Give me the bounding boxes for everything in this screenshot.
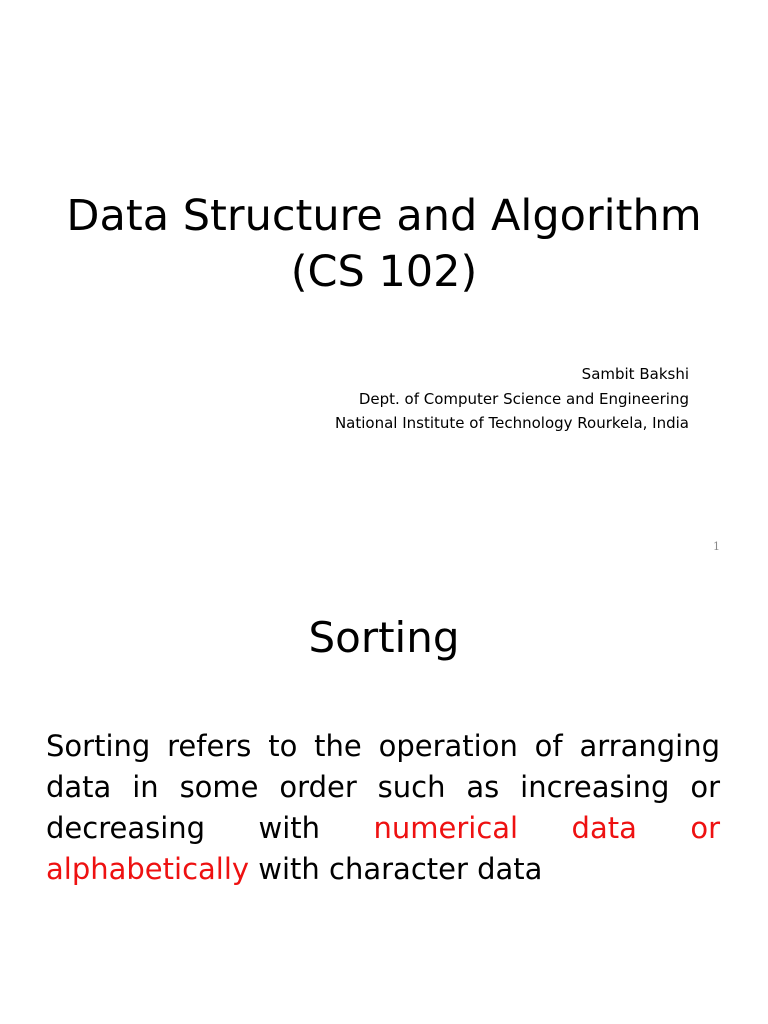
author-block bbox=[335, 362, 689, 436]
author-institute: National Institute of Technology Rourkela, India bbox=[334, 414, 689, 432]
slide-title-line-1: Data Structure and Algorithm bbox=[66, 191, 702, 241]
author-department: Dept. of Computer Science and Engineering bbox=[358, 389, 689, 408]
body-text-highlight: numerical data or alphabetically bbox=[46, 811, 721, 886]
sorting-slide bbox=[0, 576, 768, 1024]
author-name: Sambit Bakshi bbox=[581, 365, 689, 383]
page-number: 1 bbox=[713, 540, 720, 553]
slide-title-line-2: (CS 102) bbox=[290, 247, 478, 297]
body-text-part-2: with character data bbox=[249, 852, 543, 886]
body-text-part-1: Sorting refers to the operation of arranging data in some order such as increasing or decreasing with bbox=[46, 729, 720, 845]
slide-title bbox=[0, 188, 768, 300]
body-paragraph bbox=[46, 726, 720, 890]
section-heading: Sorting bbox=[308, 613, 460, 662]
